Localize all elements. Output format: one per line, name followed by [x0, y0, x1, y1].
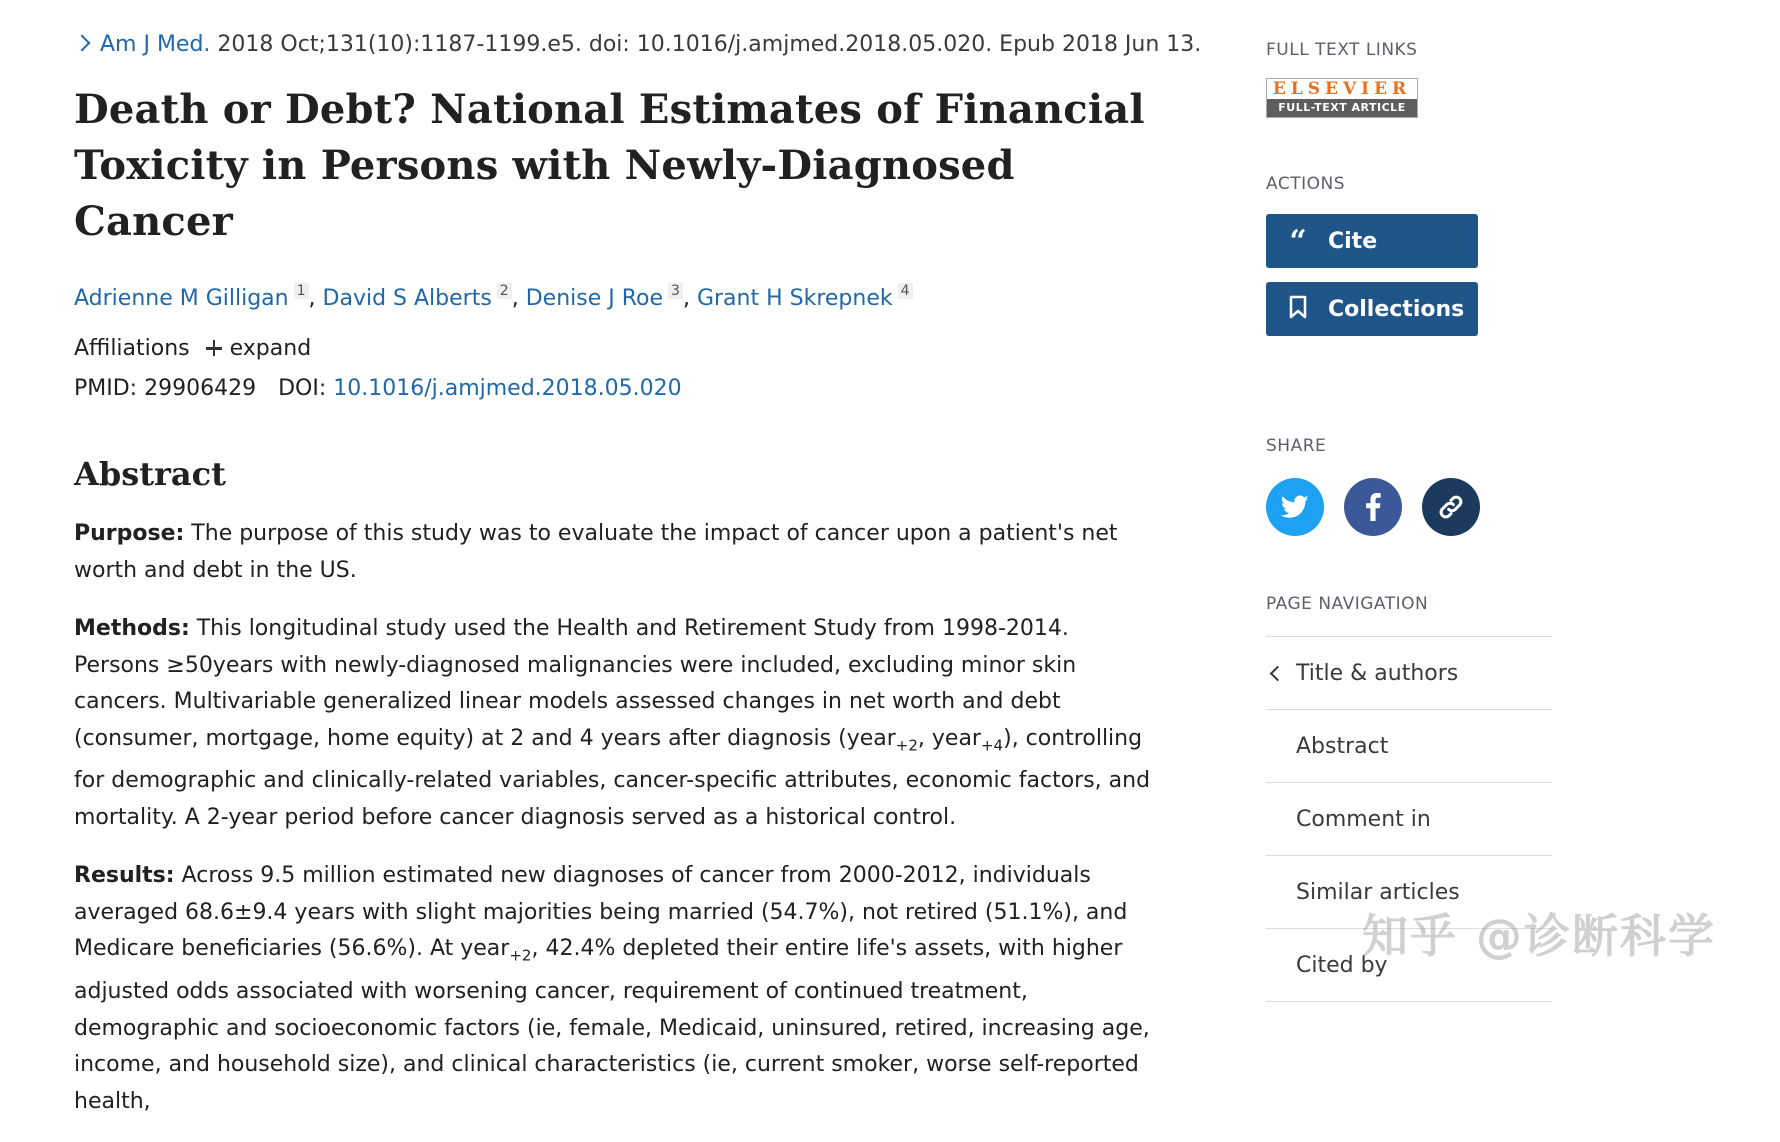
- article-title: Death or Debt? National Estimates of Financial Toxicity in Persons with Newly-Diagnosed Cancer: [74, 86, 1145, 245]
- methods-subscript: +2: [895, 735, 918, 754]
- facebook-share-button[interactable]: [1344, 478, 1402, 536]
- link-icon: [1437, 493, 1465, 521]
- results-subscript: +2: [509, 946, 532, 965]
- methods-text: , year: [917, 725, 981, 751]
- citation-details: 2018 Oct;131(10):1187-1199.e5. doi: 10.1016/j.amjmed.2018.05.020. Epub 2018 Jun 13.: [210, 32, 1202, 57]
- doi-label: DOI:: [278, 376, 334, 401]
- affiliations-toggle[interactable]: [74, 334, 1154, 364]
- doi-link[interactable]: 10.1016/j.amjmed.2018.05.020: [333, 376, 682, 401]
- affiliation-number[interactable]: 1: [294, 283, 309, 299]
- nav-item-label: Comment in: [1296, 806, 1431, 832]
- cite-button[interactable]: [1266, 214, 1478, 268]
- nav-item-label: Cited by: [1296, 952, 1388, 978]
- citation-line: [74, 30, 1202, 60]
- chevron-left-icon: [1270, 666, 1286, 682]
- nav-item-label: Similar articles: [1296, 879, 1460, 905]
- affiliation-number[interactable]: 3: [668, 283, 683, 299]
- abstract-methods: [74, 611, 1154, 836]
- abstract-purpose: [74, 516, 1154, 589]
- nav-abstract[interactable]: [1266, 710, 1552, 783]
- abstract-heading: Abstract: [74, 455, 226, 493]
- nav-title-authors[interactable]: [1266, 637, 1552, 710]
- results-text: , 42.4% depleted their entire life's assets, with higher adjusted odds associated with worsening cancer, requirement of continued treatment, demographic and socioeconomic factors (ie, female, Medicaid, uninsured, retired, increasing age, income, and household size), and clinical characteristics (ie, current smoker, worse self-reported health,: [74, 936, 1150, 1114]
- methods-text: ), controlling for demographic and clinically-related variables, cancer-specific attributes, economic factors, and mortality. A 2-year period before cancer diagnosis served as a historical control.: [74, 725, 1151, 830]
- collections-button[interactable]: [1266, 282, 1478, 336]
- affiliation-number[interactable]: 4: [898, 283, 913, 299]
- quote-icon: “: [1289, 223, 1307, 259]
- author-link[interactable]: Adrienne M Gilligan: [74, 286, 289, 311]
- nav-item-label: Abstract: [1296, 733, 1389, 759]
- sidebar: [1266, 40, 1556, 1002]
- actions-heading: ACTIONS: [1266, 174, 1345, 194]
- affiliation-number[interactable]: 2: [497, 283, 512, 299]
- full-text-article-label: FULL-TEXT ARTICLE: [1267, 99, 1417, 117]
- methods-subscript: +4: [980, 735, 1004, 754]
- author-link[interactable]: Grant H Skrepnek: [696, 286, 893, 311]
- permalink-share-button[interactable]: [1422, 478, 1480, 536]
- affiliations-label: Affiliations: [74, 336, 190, 361]
- abstract-results: [74, 858, 1154, 1120]
- results-label: Results:: [74, 863, 175, 889]
- author-link[interactable]: David S Alberts: [322, 286, 492, 311]
- identifiers: [74, 374, 1154, 404]
- elsevier-logo-text: ELSEVIER: [1267, 79, 1417, 99]
- nav-comment-in[interactable]: [1266, 783, 1552, 856]
- collections-label: Collections: [1328, 296, 1465, 322]
- nav-item-label: Title & authors: [1296, 660, 1459, 686]
- pmid-value: 29906429: [144, 376, 257, 401]
- twitter-icon: [1281, 495, 1309, 519]
- watermark: 知乎 @诊断科学: [1362, 909, 1717, 963]
- author-link[interactable]: Denise J Roe: [525, 286, 664, 311]
- journal-link[interactable]: Am J Med.: [100, 32, 211, 57]
- cite-label: Cite: [1328, 228, 1378, 254]
- pmid-label: PMID:: [74, 376, 145, 401]
- chevron-right-icon[interactable]: [74, 35, 91, 52]
- page-navigation-heading: PAGE NAVIGATION: [1266, 594, 1429, 614]
- facebook-icon: [1365, 493, 1381, 521]
- author-list: Adrienne M Gilligan $^1$ , David S Alberts $^2$ , Denise J Roe $^3$ , Grant H Skrepnek $^4$: [74, 276, 1154, 314]
- purpose-text: The purpose of this study was to evaluate the impact of cancer upon a patient's net worth and debt in the US.: [74, 521, 1118, 583]
- results-text: Across 9.5 million estimated new diagnoses of cancer from 2000-2012, individuals averaged 68.6±9.4 years with slight majorities being married (54.7%), not retired (51.1%), and Medicare beneficiaries (56.6%). At year: [74, 863, 1128, 962]
- expand-label[interactable]: expand: [229, 336, 312, 361]
- article-main: [74, 30, 1202, 1142]
- share-heading: SHARE: [1266, 436, 1327, 456]
- plus-icon: [206, 340, 222, 356]
- twitter-share-button[interactable]: [1266, 478, 1324, 536]
- full-text-links-heading: FULL TEXT LINKS: [1266, 40, 1418, 60]
- methods-text: This longitudinal study used the Health and Retirement Study from 1998-2014. Persons ≥50years with newly-diagnosed malignancies were included, excluding minor skin cancers. Multivariable generalized linear models assessed changes in net worth and debt (consumer, mortgage, home equity) at 2 and 4 years after diagnosis (year: [74, 616, 1077, 751]
- methods-label: Methods:: [74, 616, 190, 641]
- elsevier-full-text-link[interactable]: [1266, 78, 1418, 118]
- bookmark-icon: [1284, 292, 1312, 327]
- purpose-label: Purpose:: [74, 521, 185, 546]
- share-buttons: [1266, 478, 1556, 536]
